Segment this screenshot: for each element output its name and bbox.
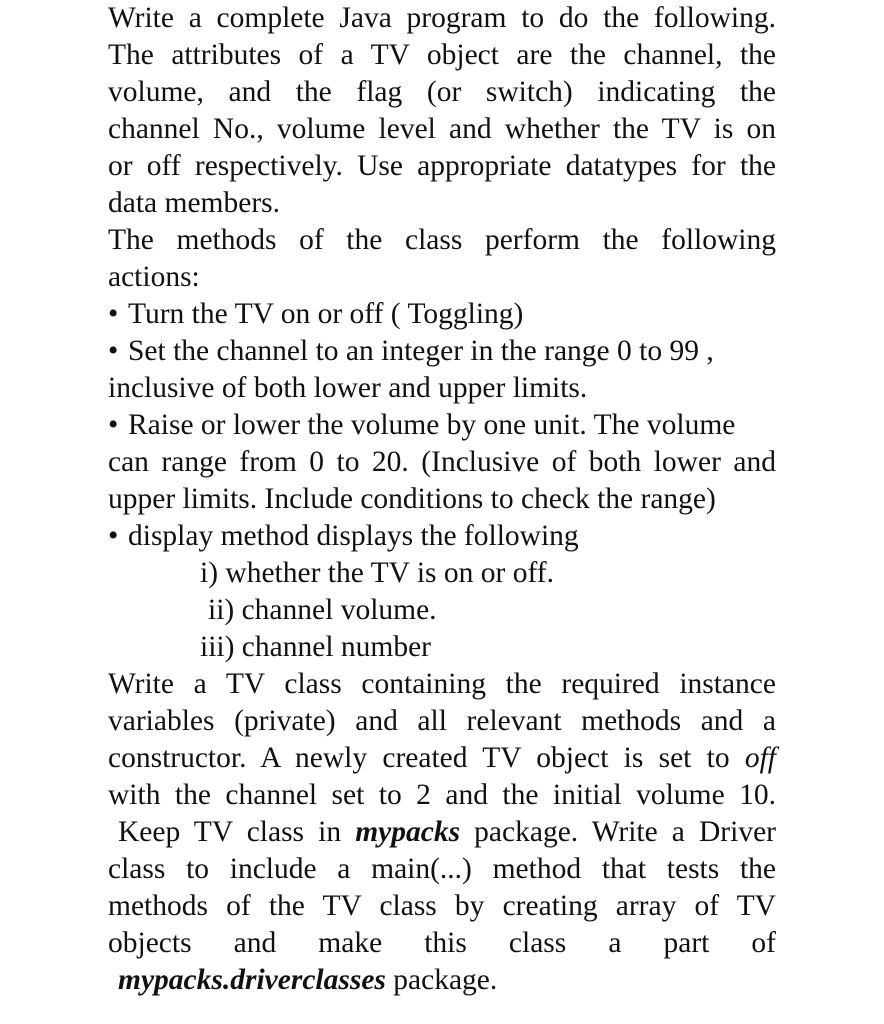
text-line: [108, 962, 776, 999]
emphasis-off: off: [744, 742, 776, 774]
text-line: with the channel set to 2 and the initial volume 10.: [108, 779, 776, 811]
text-line: The methods of the class perform the following: [108, 224, 776, 256]
package-name-driverclasses: mypacks.driverclasses: [118, 964, 386, 996]
bullet-icon: [108, 409, 128, 441]
bullet-text: Raise or lower the volume by one unit. The volume: [128, 409, 736, 441]
text-run: package.: [385, 964, 498, 996]
text-run: Keep TV class in: [118, 816, 356, 848]
text-line: upper limits. Include conditions to check the range): [108, 483, 716, 515]
bullet-text: display method displays the following: [128, 520, 579, 552]
bullet-item: [108, 407, 776, 444]
text-line: Write a TV class containing the required instance: [108, 668, 776, 700]
text-run: package. Write a Driver: [460, 816, 776, 848]
document-body: [108, 0, 776, 999]
bullet-text: Set the channel to an integer in the range 0 to 99 ,: [128, 335, 714, 367]
text-run: constructor. A newly created TV object is set to: [108, 742, 745, 774]
bullet-icon: [108, 520, 128, 552]
text-line: can range from 0 to 20. (Inclusive of both lower and: [108, 446, 776, 478]
text-line: or off respectively. Use appropriate datatypes for the: [108, 150, 776, 182]
text-line: [108, 814, 776, 851]
package-name-mypacks: mypacks: [355, 816, 461, 848]
sub-item: i) whether the TV is on or off.: [200, 557, 554, 589]
bullet-icon: [108, 298, 128, 330]
text-line: inclusive of both lower and upper limits.: [108, 372, 588, 404]
sub-item: iii) channel number: [200, 631, 432, 663]
bullet-icon: [108, 335, 128, 367]
text-line: The attributes of a TV object are the channel, the: [108, 39, 776, 71]
text-line: class to include a main(...) method that tests the: [108, 853, 776, 885]
bullet-text: Turn the TV on or off ( Toggling): [128, 298, 524, 330]
text-line: channel No., volume level and whether the TV is on: [108, 113, 776, 145]
text-line: variables (private) and all relevant methods and a: [108, 705, 776, 737]
bullet-item: [108, 518, 776, 555]
text-line: objects and make this class a part of: [108, 927, 776, 959]
text-line: Write a complete Java program to do the following.: [108, 2, 776, 34]
bullet-item: [108, 296, 776, 333]
sub-item: ii) channel volume.: [208, 594, 437, 626]
text-line: data members.: [108, 187, 281, 219]
text-line: [108, 740, 776, 777]
bullet-item: [108, 333, 776, 370]
text-line: methods of the TV class by creating array of TV: [108, 890, 776, 922]
text-line: actions:: [108, 261, 200, 293]
text-line: volume, and the flag (or switch) indicating the: [108, 76, 776, 108]
